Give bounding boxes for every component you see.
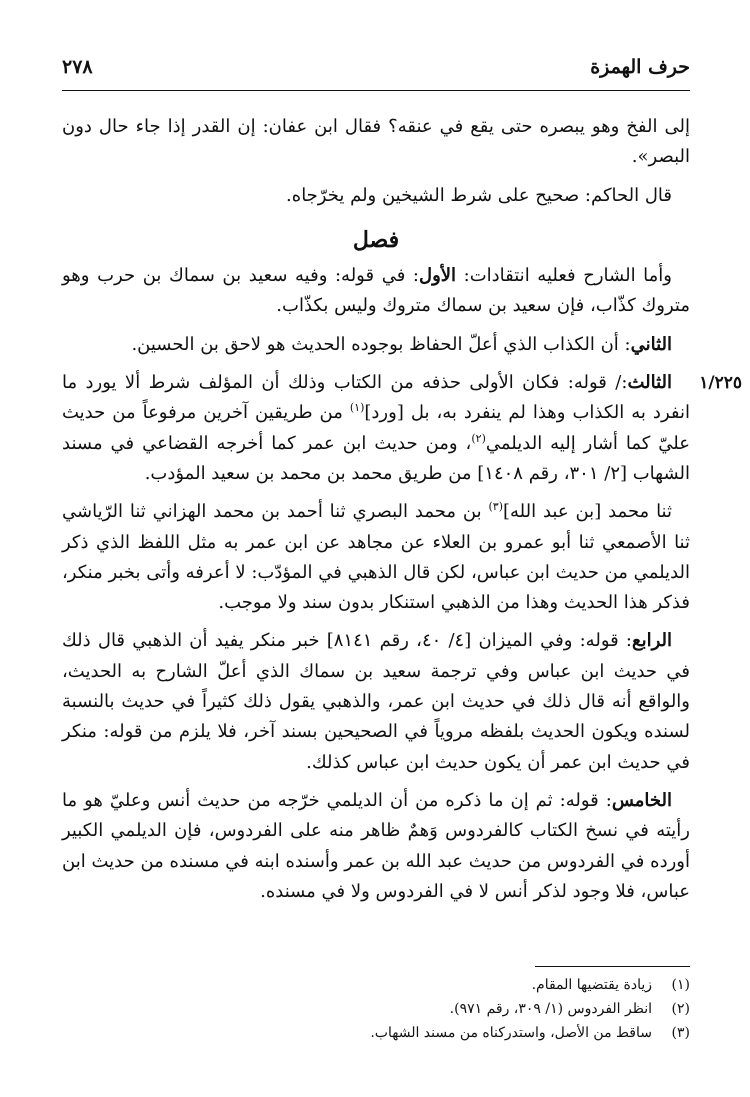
running-header [62, 54, 690, 91]
paragraph-critique-1 [62, 261, 690, 322]
critique-1-label: الأول [418, 265, 457, 287]
isnad-text-a: ثنا محمد [بن عبد الله] [503, 501, 672, 523]
paragraph-critique-5 [62, 786, 690, 907]
isnad-text-b: بن محمد البصري ثنا أحمد بن محمد الهزاني ثنا الرّياشي ثنا الأصمعي ثنا أبو عمرو بن العلاء عن مجاهد عن ابن عمر به مثل اللفظ الذي ذكر الديلمي من حديث ابن عباس، لكن قال الذهبي في المؤدّب: لا أعرفه وأتى بخبر منكر، فذكر هذا الحديث وهذا من الذهبي استنكار بدون سند ولا موجب. [62, 501, 690, 614]
footnote-1-text: زيادة يقتضيها المقام. [531, 977, 652, 993]
manuscript-folio-ref: ١/٢٢٥ [699, 373, 742, 394]
critique-3-text-a: :/ قوله: فكان الأولى حذفه من الكتاب وذلك أن المؤلف شرط ألا يورد ما انفرد به الكذاب وهذا لم ينفرد به، بل [ورد] [62, 372, 690, 424]
footnote-2-number: (٢) [671, 1001, 690, 1017]
footnote-1-number: (١) [671, 977, 690, 993]
critique-4-text: : قوله: وفي الميزان [٤/ ٤٠، رقم ٨١٤١] خبر منكر يفيد أن الذهبي قال ذلك في حديث ابن عباس وفي ترجمة سعيد بن سماك الذي أعلّ الشارح به الحديث، والواقع أنه قال ذلك في حديث ابن عمر، والذهبي يقول ذلك كثيراً في حديث بالنسبة لسنده ويكون الحديث بلفظه مروياً في الصحيحين بسند آخر، فلا يلزم من قوله: منكر في حديث ابن عمر أن يكون حديث ابن عباس كذلك. [62, 630, 690, 773]
footnote-ref-2[interactable]: (٢) [471, 431, 486, 445]
critique-5-text: : قوله: ثم إن ما ذكره من أن الديلمي خرّجه من حديث أنس وعليّ هو ما رأيته في نسخ الكتاب كالفردوس وَهمٌ ظاهر منه على الفردوس، فإن الديلمي الكبير أورده في الفردوس من حديث عبد الله بن عمر وأسنده ابنه في مسنده من حديث ابن عباس، فلا وجود لذكر أنس لا في الفردوس ولا في مسنده. [62, 789, 690, 902]
page-number: ٢٧٨ [62, 56, 93, 78]
footnote-ref-3[interactable]: (٣) [488, 500, 503, 514]
critique-4-label: الرابع [631, 630, 672, 652]
footnote-3 [62, 1021, 690, 1045]
critique-3-label: الثالث [627, 372, 672, 394]
paragraph-critique-4 [62, 626, 690, 777]
section-heading: فصل [352, 226, 400, 253]
paragraph-critique-3 [62, 368, 742, 489]
footnote-2-text: انظر الفردوس (١/ ٣٠٩، رقم ٩٧١). [449, 1001, 652, 1017]
paragraph-2: قال الحاكم: صحيح على شرط الشيخين ولم يخرّجاه. [286, 184, 672, 206]
footnotes [62, 973, 690, 1045]
footnote-3-number: (٣) [671, 1025, 690, 1041]
paragraph-isnad [62, 497, 690, 618]
critique-5-label: الخامس [611, 789, 673, 811]
paragraph-critique-2 [62, 330, 690, 360]
footnote-1 [62, 973, 690, 997]
critique-3-text-c: ، ومن حديث ابن عمر كما أخرجه القضاعي في مسند الشهاب [٢/ ٣٠١، رقم ١٤٠٨] من طريق محمد بن محمد بن سعيد المؤدب. [62, 432, 690, 484]
footnote-3-text: ساقط من الأصل، واستدركناه من مسند الشهاب. [370, 1025, 652, 1041]
footnote-2 [62, 997, 690, 1021]
critique-1-text: : في قوله: وفيه سعيد بن سماك بن حرب وهو متروك كذّاب، فإن سعيد بن سماك متروك وليس بكذّاب. [62, 265, 690, 317]
critique-lead: وأما الشارح فعليه انتقادات: [456, 265, 673, 287]
footnote-ref-1[interactable]: (١) [349, 401, 365, 415]
chapter-title: حرف الهمزة [590, 56, 690, 78]
critique-3-text-b: من طريقين آخرين مرفوعاً من حديث عليّ كما أشار إليه الديلمي [62, 402, 690, 454]
main-text [62, 112, 742, 915]
critique-2-text: : أن الكذاب الذي أعلّ الحفاظ بوجوده الحديث هو لاحق بن الحسين. [131, 333, 631, 355]
critique-2-label: الثاني [630, 333, 672, 355]
paragraph-1: إلى الفخ وهو يبصره حتى يقع في عنقه؟ فقال ابن عفان: إن القدر إذا جاء حال دون البصر». [62, 116, 690, 168]
footnote-divider [535, 966, 690, 967]
